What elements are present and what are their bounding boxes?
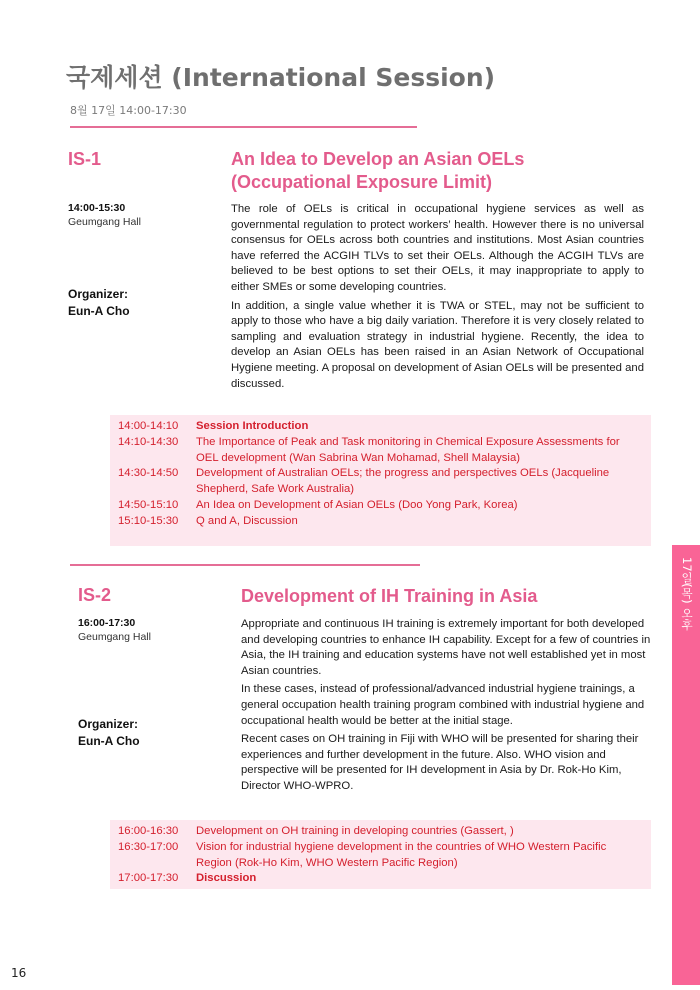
program-time: 17:00-17:30 bbox=[118, 872, 179, 885]
program-text: Vision for industrial hygiene development in the countries of WHO Western Pacific Region (Rok-Ho Kim, WHO Western Pacific Region) bbox=[196, 840, 607, 869]
description-paragraph: Recent cases on OH training in Fiji with WHO will be presented for sharing their experiences and further development in the future. Also. WHO vision and perspective will be presented for IH development in Asia by Dr. Rok-Ho Kim, Director WHO-WPRO. bbox=[241, 733, 639, 792]
session-venue: Geumgang Hall bbox=[68, 216, 141, 228]
organizer-name: Eun-A Cho bbox=[78, 734, 140, 748]
page-number: 16 bbox=[11, 966, 27, 980]
program-row bbox=[118, 419, 643, 435]
program-time: 16:30-17:00 bbox=[118, 840, 179, 853]
description-paragraph: In addition, a single value whether it is TWA or STEL, may not be sufficient to apply to those who have a big daily variation. Therefore it is very closely related to sampling and evaluation strategy in industrial hygiene. Recently, the idea to develop an Asian OELs has been raised in an Asian Network of Occupational Hygiene meeting. A proposal on development of Asian OELs will be presented and discussed. bbox=[231, 299, 644, 390]
session-title bbox=[241, 585, 537, 608]
program-row bbox=[118, 840, 643, 872]
program-text: Q and A, Discussion bbox=[196, 514, 298, 527]
session-time: 14:00-15:30 bbox=[68, 202, 126, 214]
divider-rule bbox=[70, 564, 420, 566]
session-id: IS-1 bbox=[68, 149, 102, 169]
session-title-line: (Occupational Exposure Limit) bbox=[231, 172, 493, 192]
program-row bbox=[118, 824, 643, 840]
organizer-label: Organizer: bbox=[78, 717, 139, 731]
session-title bbox=[231, 148, 524, 194]
session-title-line: An Idea to Develop an Asian OELs bbox=[231, 149, 525, 169]
program-text: The Importance of Peak and Task monitoring in Chemical Exposure Assessments for OEL development (Wan Sabrina Wan Mohamad, Shell Malaysia) bbox=[196, 435, 620, 464]
program-time: 14:30-14:50 bbox=[118, 467, 179, 480]
program-time: 16:00-16:30 bbox=[118, 825, 179, 837]
program-time: 14:50-15:10 bbox=[118, 498, 179, 511]
session-organizer bbox=[78, 716, 140, 750]
program-box bbox=[110, 820, 651, 889]
session-time: 16:00-17:30 bbox=[78, 617, 136, 629]
program-time: 14:00-14:10 bbox=[118, 420, 179, 432]
divider-rule bbox=[70, 126, 417, 128]
program-text: An Idea on Development of Asian OELs (Doo Yong Park, Korea) bbox=[196, 498, 518, 511]
program-row bbox=[118, 435, 643, 467]
session-description bbox=[231, 202, 644, 395]
session-id: IS-2 bbox=[78, 585, 112, 605]
program-row bbox=[118, 498, 643, 514]
program-text: Development on OH training in developing countries (Gassert, ) bbox=[196, 825, 514, 837]
program-text: Session Introduction bbox=[196, 420, 309, 432]
description-paragraph: The role of OELs is critical in occupational hygiene services as well as governmental regulation to protect workers’ health. However there is no universal consensus for OELs across both countries and institutions. Most Asian countries have referred the ACGIH TLVs to set their OELs. Although the ACGIH TLVs are believed to be best options to set their OELs, it may inappropriate to apply to either SMEs or some developing countries. bbox=[231, 203, 644, 293]
program-row bbox=[118, 466, 643, 498]
program-row bbox=[118, 871, 643, 887]
description-paragraph: Appropriate and continuous IH training is extremely important for both developed and developing countries to enhance IH capability. Except for a few of countries in Asia, the IH training and education systems have not well established yet in most Asian countries. bbox=[241, 618, 651, 677]
program-row bbox=[118, 514, 643, 530]
page-title: 국제세션 (International Session) bbox=[66, 63, 496, 92]
page-subtitle: 8월 17일 14:00-17:30 bbox=[70, 104, 187, 117]
session-organizer bbox=[68, 286, 130, 320]
program-time: 14:10-14:30 bbox=[118, 435, 179, 448]
program-text: Development of Australian OELs; the progress and perspectives OELs (Jacqueline Shepherd, Safe Work Australia) bbox=[196, 467, 610, 496]
program-time: 15:10-15:30 bbox=[118, 514, 179, 527]
side-day-tab bbox=[672, 545, 700, 985]
organizer-label: Organizer: bbox=[68, 287, 129, 301]
description-paragraph: In these cases, instead of professional/advanced industrial hygiene trainings, a general occupation health training program combined with industrial hygiene and occupational health would be better at the initial stage. bbox=[241, 683, 645, 727]
session-description bbox=[241, 617, 661, 798]
organizer-name: Eun-A Cho bbox=[68, 304, 130, 318]
program-box bbox=[110, 415, 651, 546]
session-venue: Geumgang Hall bbox=[78, 631, 151, 643]
session-title-line: Development of IH Training in Asia bbox=[241, 586, 538, 606]
side-tab-label: 17일(목) 오후 bbox=[680, 557, 694, 631]
program-text: Discussion bbox=[196, 872, 257, 885]
